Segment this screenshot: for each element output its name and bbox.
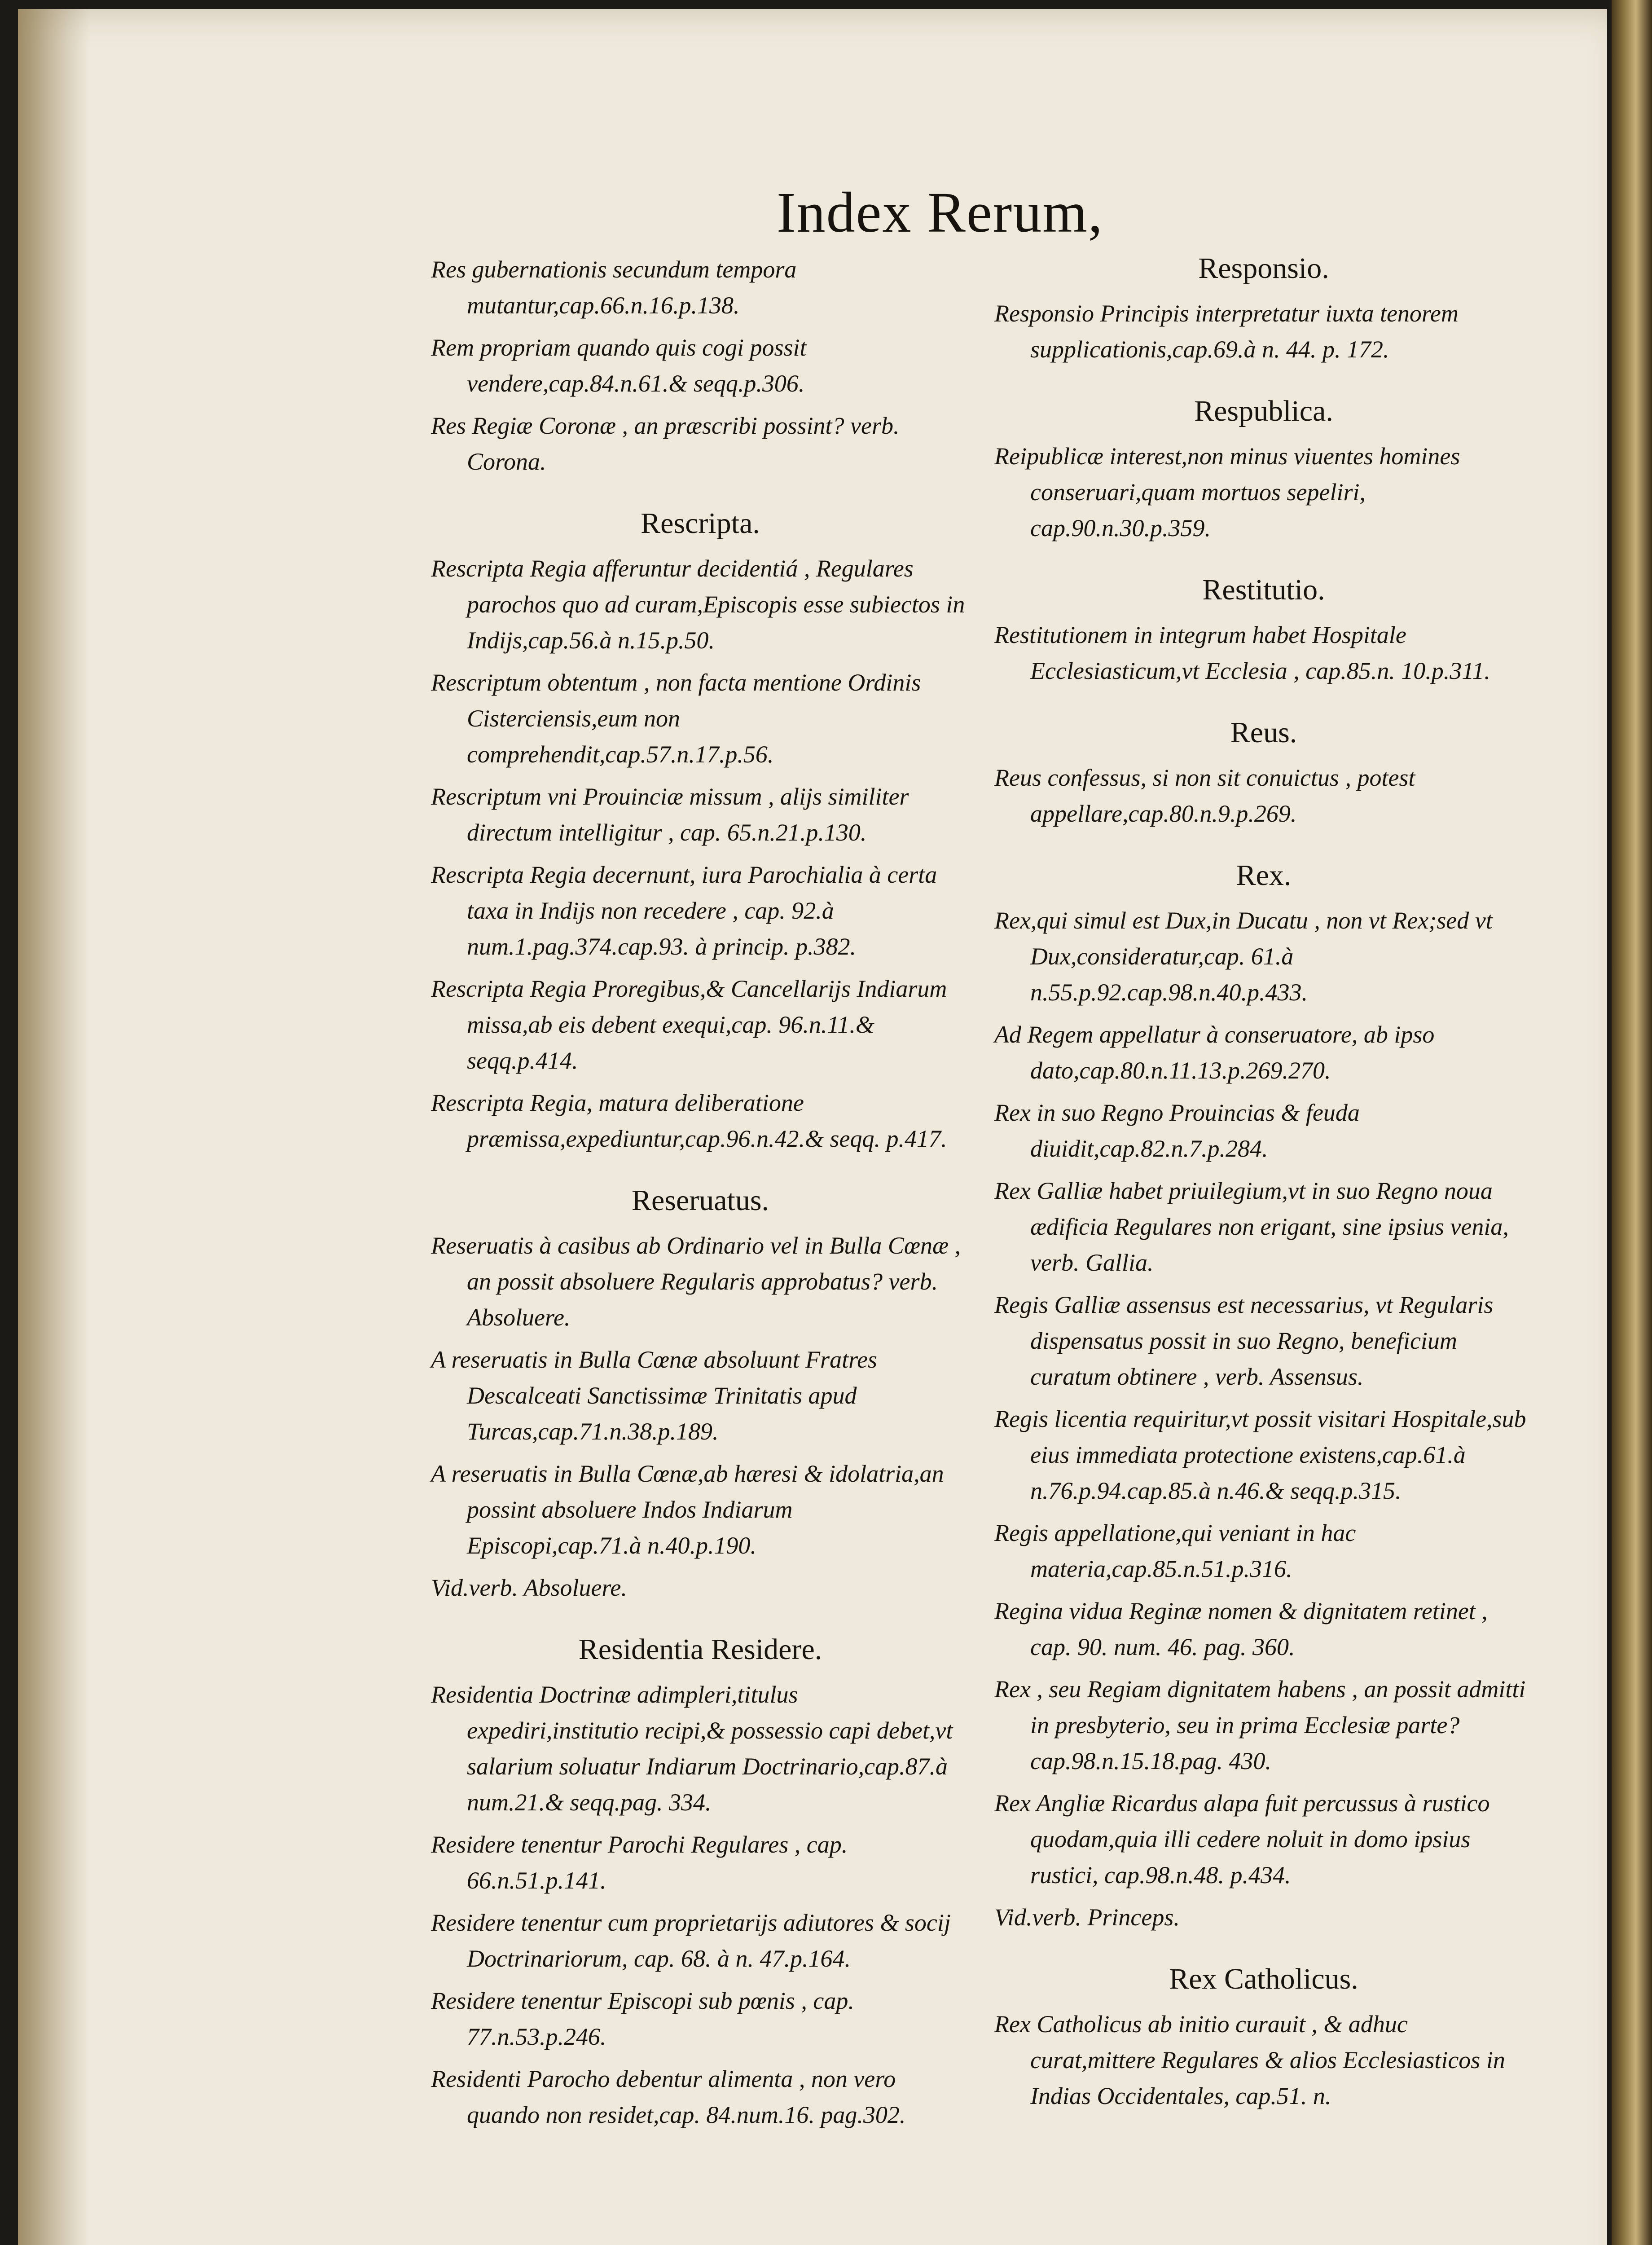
right-column bbox=[994, 251, 1533, 2120]
index-entry: Regis Galliæ assensus est necessarius, vt Regularis dispensatus possit in suo Regno, beneficium curatum obtinere , verb. Assensus. bbox=[994, 1291, 1494, 1390]
index-entry: Rem propriam quando quis cogi possit vendere,cap.84.n.61.& seqq.p.306. bbox=[431, 334, 807, 397]
index-entry: Rex Galliæ habet priuilegium,vt in suo Regno noua ædificia Regulares non erigant, sine ipsius venia, verb. Gallia. bbox=[994, 1177, 1509, 1276]
index-entry: Residere tenentur cum proprietarijs adiutores & socij Doctrinariorum, cap. 68. à n. 47.p.164. bbox=[431, 1909, 951, 1972]
index-entry: Res gubernationis secundum tempora mutantur,cap.66.n.16.p.138. bbox=[431, 256, 797, 319]
index-entry: Reipublicæ interest,non minus viuentes homines conseruari,quam mortuos sepeliri, cap.90.n.30.p.359. bbox=[994, 443, 1460, 541]
running-head: Index Rerum, bbox=[777, 180, 1103, 244]
gutter-shadow bbox=[18, 9, 90, 2245]
index-heading: Reseruatus. bbox=[631, 1184, 769, 1217]
index-heading: Respublica. bbox=[1194, 395, 1333, 427]
adjacent-page-edge bbox=[1612, 0, 1652, 2245]
index-entry: Rex Catholicus ab initio curauit , & adhuc curat,mittere Regulares & alios Ecclesiasticos in Indias Occidentales, cap.51. n. bbox=[994, 2011, 1505, 2109]
index-entry: Restitutionem in integrum habet Hospitale Ecclesiasticum,vt Ecclesia , cap.85.n. 10.p.311. bbox=[994, 621, 1490, 684]
index-entry: Rescriptum vni Prouinciæ missum , alijs similiter directum intelligitur , cap. 65.n.21.p.130. bbox=[431, 783, 909, 846]
left-column bbox=[431, 251, 970, 2139]
index-heading: Rex Catholicus. bbox=[1169, 1963, 1358, 1995]
index-entry: Regis licentia requiritur,vt possit visitari Hospitale,sub eius immediata protectione existens,cap.61.à n.76.p.94.cap.85.à n.46.& seqq.p.315. bbox=[994, 1405, 1526, 1504]
index-entry: Res Regiæ Coronæ , an præscribi possint? verb. Corona. bbox=[431, 412, 900, 475]
index-entry: Rescripta Regia afferuntur decidentiá , Regulares parochos quo ad curam,Episcopis esse subiectos in Indijs,cap.56.à n.15.p.50. bbox=[431, 555, 965, 654]
index-entry: Reseruatis à casibus ab Ordinario vel in Bulla Cœnæ , an possit absoluere Regularis approbatus? verb. Absoluere. bbox=[431, 1232, 961, 1331]
index-entry: Rex , seu Regiam dignitatem habens , an possit admitti in presbyterio, seu in prima Ecclesiæ parte? cap.98.n.15.18.pag. 430. bbox=[994, 1676, 1526, 1774]
index-entry: Rescripta Regia decernunt, iura Parochialia à certa taxa in Indijs non recedere , cap. 92.à num.1.pag.374.cap.93. à princip. p.382. bbox=[431, 861, 937, 960]
index-entry: Responsio Principis interpretatur iuxta tenorem supplicationis,cap.69.à n. 44. p. 172. bbox=[994, 300, 1459, 363]
index-entry: Rescripta Regia, matura deliberatione præmissa,expediuntur,cap.96.n.42.& seqq. p.417. bbox=[431, 1089, 947, 1152]
index-entry: Regis appellatione,qui veniant in hac materia,cap.85.n.51.p.316. bbox=[994, 1519, 1356, 1582]
index-entry: Rescripta Regia Proregibus,& Cancellarijs Indiarum missa,ab eis debent exequi,cap. 96.n.11.& seqq.p.414. bbox=[431, 975, 947, 1074]
index-entry: Residenti Parocho debentur alimenta , non vero quando non residet,cap. 84.num.16. pag.302. bbox=[431, 2065, 906, 2128]
index-entry: A reseruatis in Bulla Cœnæ absoluunt Fratres Descalceati Sanctissimæ Trinitatis apud Turcas,cap.71.n.38.p.189. bbox=[431, 1346, 878, 1445]
index-entry: Residere tenentur Episcopi sub pœnis , cap. 77.n.53.p.246. bbox=[431, 1987, 854, 2050]
index-entry: Regina vidua Reginæ nomen & dignitatem retinet , cap. 90. num. 46. pag. 360. bbox=[994, 1598, 1488, 1660]
index-heading: Rex. bbox=[1236, 859, 1292, 892]
index-heading: Rescripta. bbox=[641, 507, 760, 540]
index-entry: Vid.verb. Absoluere. bbox=[431, 1574, 627, 1601]
index-entry: Ad Regem appellatur à conseruatore, ab ipso dato,cap.80.n.11.13.p.269.270. bbox=[994, 1021, 1435, 1084]
index-entry: Residere tenentur Parochi Regulares , cap. 66.n.51.p.141. bbox=[431, 1831, 848, 1894]
index-heading: Restitutio. bbox=[1202, 573, 1325, 606]
index-entry: Vid.verb. Princeps. bbox=[994, 1904, 1180, 1931]
index-entry: Rex in suo Regno Prouincias & feuda diuidit,cap.82.n.7.p.284. bbox=[994, 1099, 1360, 1162]
index-entry: A reseruatis in Bulla Cœnæ,ab hæresi & idolatria,an possint absoluere Indos Indiarum Episcopi,cap.71.à n.40.p.190. bbox=[431, 1460, 944, 1559]
index-entry: Rex,qui simul est Dux,in Ducatu , non vt Rex;sed vt Dux,consideratur,cap. 61.à n.55.p.92.cap.98.n.40.p.433. bbox=[994, 907, 1493, 1006]
index-entry: Rex Angliæ Ricardus alapa fuit percussus à rustico quodam,quia illi cedere noluit in domo ipsius rustici, cap.98.n.48. p.434. bbox=[994, 1790, 1490, 1888]
index-heading: Responsio. bbox=[1198, 252, 1329, 285]
index-entry: Reus confessus, si non sit conuictus , potest appellare,cap.80.n.9.p.269. bbox=[994, 764, 1415, 827]
index-heading: Residentia Residere. bbox=[578, 1633, 822, 1666]
index-heading: Reus. bbox=[1230, 716, 1297, 749]
index-entry: Residentia Doctrinæ adimpleri,titulus expediri,institutio recipi,& possessio capi debet,vt salarium soluatur Indiarum Doctrinario,cap.87.à num.21.& seqq.pag. 334. bbox=[431, 1681, 953, 1816]
index-entry: Rescriptum obtentum , non facta mentione Ordinis Cisterciensis,eum non comprehendit,cap.57.n.17.p.56. bbox=[431, 669, 921, 768]
